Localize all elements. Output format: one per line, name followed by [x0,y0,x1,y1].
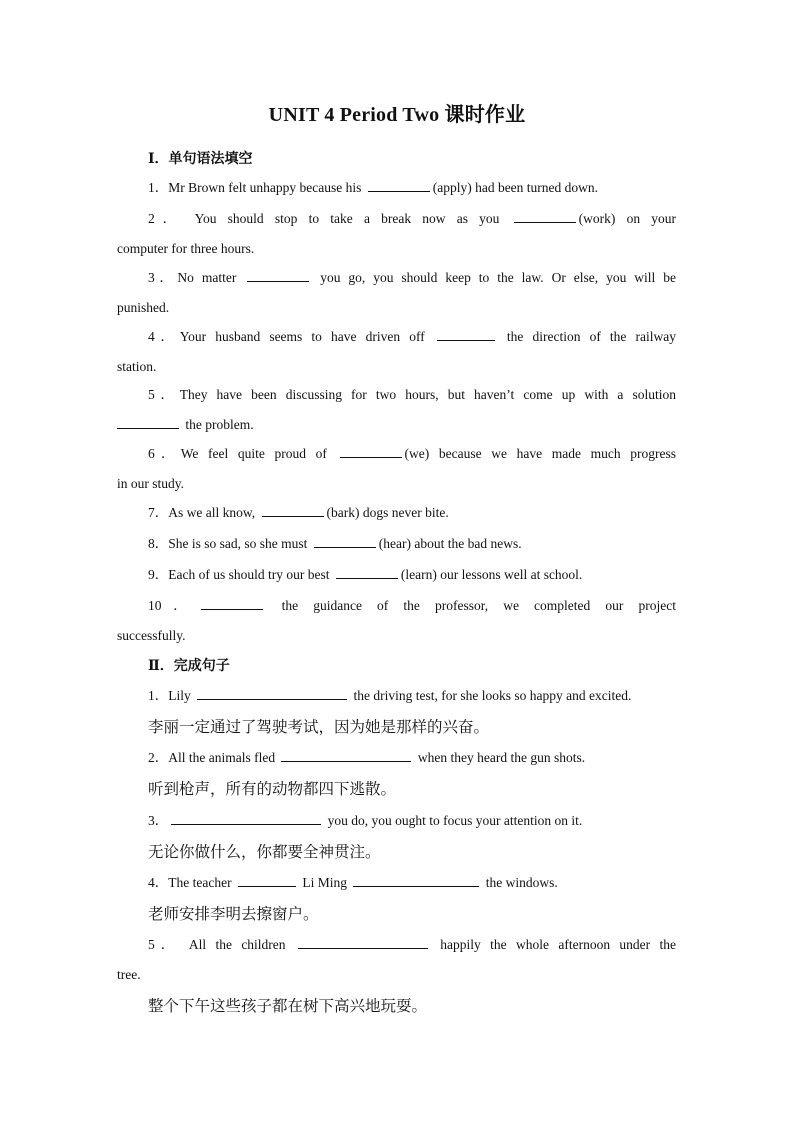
section-1-heading: Ⅰ．单句语法填空 [148,152,253,167]
answer-blank[interactable] [117,416,179,429]
sentence-3-chinese: 无论你做什么，你都要全神贯注。 [148,843,381,861]
answer-blank[interactable] [314,535,376,548]
question-8: 8．She is so sad, so she must (hear) about the bad news. [148,536,522,551]
answer-blank[interactable] [336,566,398,579]
sentence-2-chinese: 听到枪声，所有的动物都四下逃散。 [148,780,397,798]
question-5: 5．They have been discussing for two hours, but haven’t come up with a solution [148,387,677,402]
sentence-1: 1．Lily the driving test, for she looks so happy and excited. [148,688,632,703]
question-4: 4．Your husband seems to have driven off the direction of the railway [148,329,677,344]
answer-blank[interactable] [262,504,324,517]
answer-blank[interactable] [340,445,402,458]
question-7: 7．As we all know, (bark) dogs never bite. [148,505,449,520]
question-1: 1．Mr Brown felt unhappy because his (apply) had been turned down. [148,180,599,195]
question-9: 9．Each of us should try our best (learn) our lessons well at school. [148,567,583,582]
question-10-cont: successfully. [117,628,186,643]
answer-blank[interactable] [238,874,296,887]
question-2: 2． You should stop to take a break now as you (work) on your [148,211,677,226]
answer-blank[interactable] [298,936,428,949]
question-5-cont: the problem. [117,416,676,434]
question-10: 10． the guidance of the professor, we completed our project [148,598,676,613]
answer-blank[interactable] [281,749,411,762]
question-2-cont: computer for three hours. [117,241,255,256]
question-3-cont: punished. [117,300,170,315]
answer-blank[interactable] [437,328,495,341]
question-6-cont: in our study. [117,476,184,491]
answer-blank[interactable] [171,812,321,825]
question-4-cont: station. [117,359,157,374]
sentence-5-cont: tree. [117,967,141,982]
answer-blank[interactable] [514,210,576,223]
answer-blank[interactable] [247,269,309,282]
section-2-heading: Ⅱ．完成句子 [148,659,230,674]
page-title: UNIT 4 Period Two 课时作业 [268,104,526,126]
answer-blank[interactable] [353,874,479,887]
question-3: 3．No matter you go, you should keep to the law. Or else, you will be [148,270,676,285]
sentence-4: 4．The teacher Li Ming the windows. [148,875,558,890]
answer-blank[interactable] [368,179,430,192]
answer-blank[interactable] [197,687,347,700]
sentence-4-chinese: 老师安排李明去擦窗户。 [148,905,319,923]
answer-blank[interactable] [201,597,263,610]
sentence-2: 2．All the animals fled when they heard the gun shots. [148,750,586,765]
sentence-5: 5． All the children happily the whole afternoon under the [148,937,677,952]
sentence-3: 3． you do, you ought to focus your attention on it. [148,813,583,828]
sentence-1-chinese: 李丽一定通过了驾驶考试，因为她是那样的兴奋。 [148,718,490,736]
sentence-5-chinese: 整个下午这些孩子都在树下高兴地玩耍。 [148,997,428,1015]
question-6: 6．We feel quite proud of (we) because we have made much progress [148,446,676,461]
